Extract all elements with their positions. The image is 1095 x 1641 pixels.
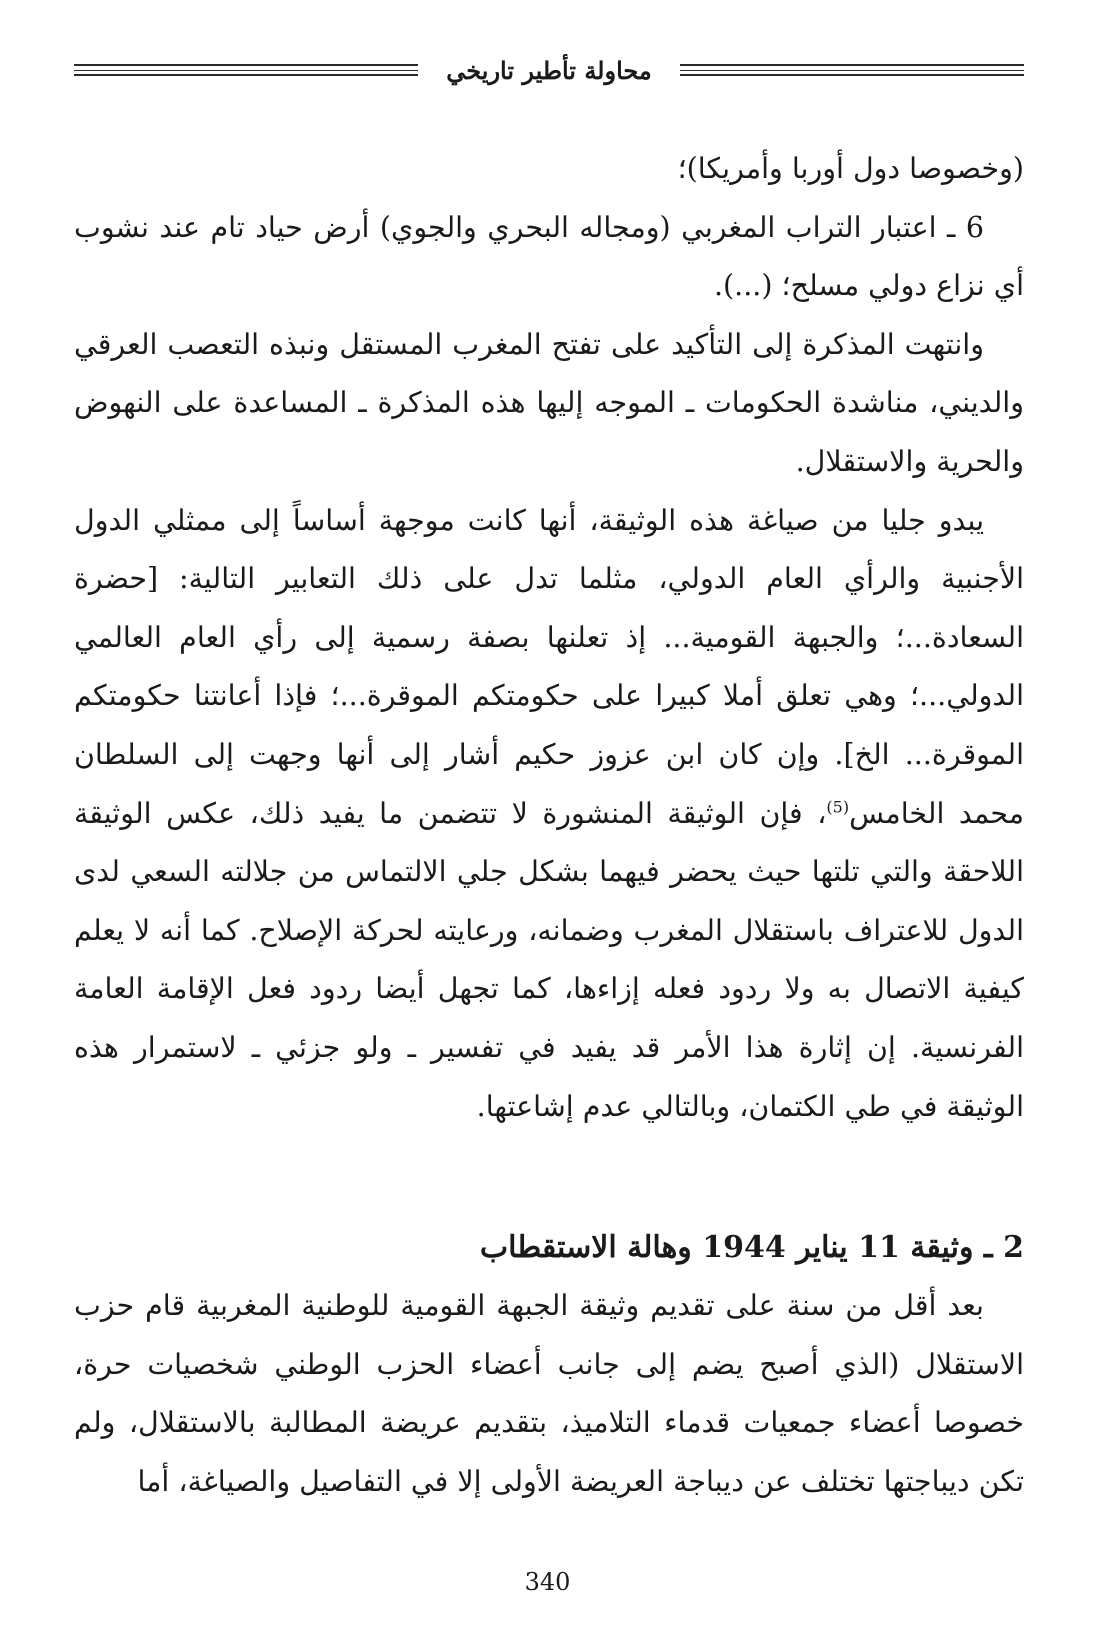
- paragraph-4-part-a: يبدو جليا من صياغة هذه الوثيقة، أنها كانت موجهة أساساً إلى ممثلي الدول الأجنبية والرأي العام الدولي، مثلما تدل على ذلك التعابير التالية: [حضرة السعادة...؛ والجبهة القومية... إذ تعلنها بصفة رسمية إلى رأي العام العالمي الدولي...؛ وهي تعلق أملا كبيرا على حكومتكم الموقرة...؛ فإذا أعانتنا حكومتكم الموقرة... الخ]. وإن كان ابن عزوز حكيم أشار إلى أنها وجهت إلى السلطان محمد الخامس: [74, 503, 1024, 830]
- running-title: محاولة تأطير تاريخي: [446, 55, 652, 85]
- paragraph-4: [74, 492, 1024, 1137]
- footnote-marker: (5): [826, 797, 850, 817]
- paragraph-5: بعد أقل من سنة على تقديم وثيقة الجبهة القومية للوطنية المغربية قام حزب الاستقلال (الذي أصبح يضم إلى جانب أعضاء الحزب الوطني شخصيات حرة، خصوصا أعضاء جمعيات قدماء التلاميذ، بتقديم عريضة المطالبة بالاستقلال، ولم تكن ديباجتها تختلف عن ديباجة العريضة الأولى إلا في التفاصيل والصياغة، أما: [74, 1289, 1024, 1498]
- page-header: [74, 52, 1024, 88]
- section-heading: 2 ـ وثيقة 11 يناير 1944 وهالة الاستقطاب: [479, 1230, 1024, 1266]
- header-rule-right: [680, 64, 1024, 76]
- paragraph-1: (وخصوصا دول أوربا وأمريكا)؛: [677, 152, 1024, 185]
- paragraph-2: 6 ـ اعتبار التراب المغربي (ومجاله البحري والجوي) أرض حياد تام عند نشوب أي نزاع دولي مسلح؛ (...).: [74, 210, 1024, 303]
- paragraph-3: وانتهت المذكرة إلى التأكيد على تفتح المغرب المستقل ونبذه التعصب العرقي والديني، مناشدة الحكومات ـ الموجه إليها هذه المذكرة ـ المساعدة على النهوض والحرية والاستقلال.: [74, 327, 1024, 478]
- header-rule-left: [74, 64, 418, 76]
- page-body: [74, 140, 1024, 1511]
- paragraph-4-part-b: ، فإن الوثيقة المنشورة لا تتضمن ما يفيد ذلك، عكس الوثيقة اللاحقة والتي تلتها حيث يحضر فيهما بشكل جلي الالتماس من جلالته السعي لدى الدول للاعتراف باستقلال المغرب وضمانه، ورعايته لحركة الإصلاح. كما أنه لا يعلم كيفية الاتصال به ولا ردود فعله إزاءها، كما تجهل أيضا ردود فعل الإقامة العامة الفرنسية. إن إثارة هذا الأمر قد يفيد في تفسير ـ ولو جزئي ـ لاستمرار هذه الوثيقة في طي الكتمان، وبالتالي عدم إشاعتها.: [74, 796, 1024, 1123]
- page-number: 340: [524, 1568, 571, 1596]
